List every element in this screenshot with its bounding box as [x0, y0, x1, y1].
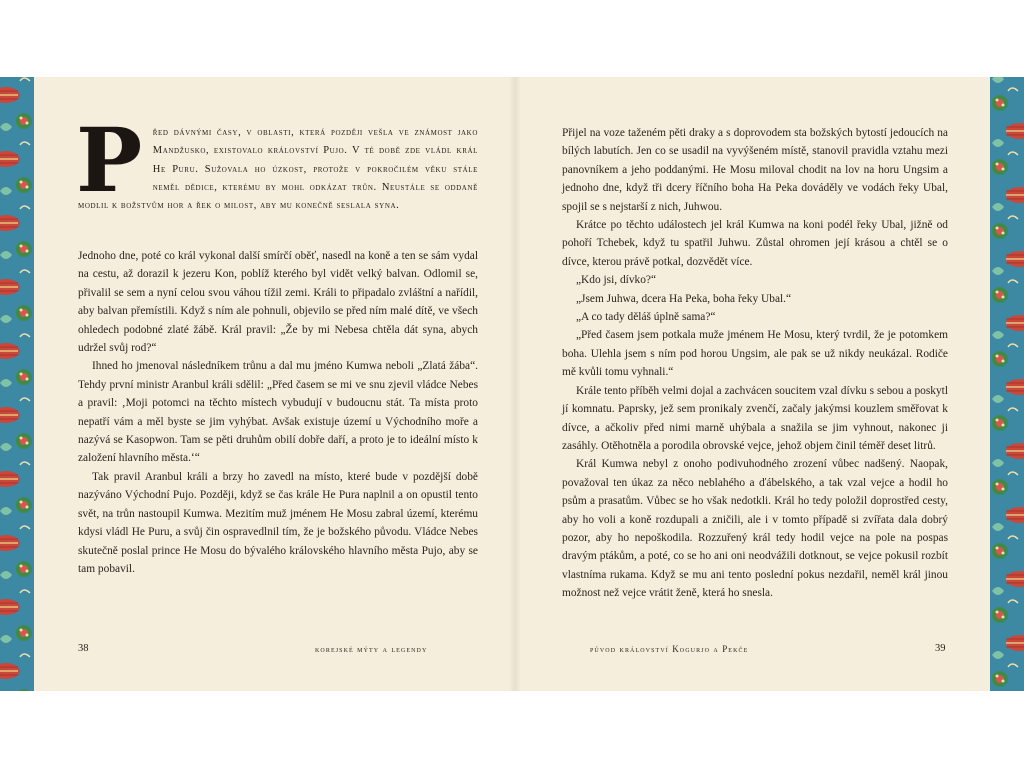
paragraph: Krále tento příběh velmi dojal a zachvácen soucitem vzal dívku s sebou a poskytl jí komnatu. Paprsky, jež sem pronikaly zvenčí, začaly jakýmsi kouzlem směřovat k dívce, a ačkoliv před nimi marně uhýbala a snažila se jim vyhnout, nakonec ji zasáhly. Otěhotněla a porodila obrovské vejce, jehož objem činil téměř deset litrů. — [562, 384, 948, 452]
opening-paragraph: řed dávnými časy, v oblasti, která později vešla ve známost jako Mandžusko, existovalo království Pujo. V té době zde vládl král He Puru. Sužovala ho úzkost, protože v pokročilém věku stále neměl dědice, kterému by mohl odkázat trůn. Neustále se oddaně modlil k božstvům hor a řek o milost, aby mu konečně seslala syna. — [78, 127, 478, 212]
dialogue-line: „A co tady děláš úplně sama?“ — [576, 311, 716, 324]
floral-pattern-left — [0, 77, 34, 691]
floral-pattern-right — [990, 77, 1024, 691]
decorative-border-right — [990, 77, 1024, 691]
dialogue-line: „Jsem Juhwa, dcera Ha Peka, boha řeky Ubal.“ — [576, 292, 792, 305]
page-number-right: 39 — [935, 643, 946, 654]
right-page — [520, 77, 990, 691]
drop-cap: P — [76, 108, 143, 212]
book-spread — [0, 77, 1024, 691]
chapter-opening — [76, 108, 478, 215]
page-number-left: 38 — [78, 643, 89, 654]
dialogue-line: „Kdo jsi, dívko?“ — [576, 274, 657, 287]
paragraph: Přijel na voze taženém pěti draky a s doprovodem sta božských bytostí jedoucích na bílých labutích. Jen co se usadil na vyvýšeném místě, stanovil pravidla vztahu mezi panovníkem a jeho poddanými. He Mosu miloval chodit na lov na horu Ungsim a jednoho dne, když tři dcery říčního boha Ha Peka dováděly ve vodách řeky Ubal, spojil se s nejstarší z nich, Juhwou. — [562, 127, 948, 213]
paragraph: Král Kumwa nebyl z onoho podivuhodného zrození vůbec nadšený. Naopak, považoval ten úkaz za něco neblahého a ďábelského, a tak vzal vejce a hodil ho psům a prasatům. Vůbec se ho však nedotkli. Král ho tedy položil doprostřed cesty, aby ho voli a koně rozdupali a zničili, ale i v tomto případě si zvířata dala dobrý pozor, aby ho nepoškodila. Rozzuřený král tedy hodil vejce na pole na pospas dravým ptákům, a poté, co se ho ani oni neodvážili dotknout, se vejce pokusil rozbít vlastníma rukama. Když se mu ani tento poslední pokus nezdařil, neměl král jinou možnost než vejce vrátit ženě, která ho snesla. — [562, 458, 948, 600]
paragraph: Tak pravil Aranbul králi a brzy ho zavedl na místo, které bude v pozdější době nazýváno Východní Pujo. Později, když se čas krále He Pura naplnil a on opustil tento svět, na trůn nastoupil Kumwa. Mezitím muž jménem He Mosu zabral území, kterému kdysi vládl He Puru, a svůj čin ospravedlnil tím, že je božského původu. Vládce Nebes skutečně poslal prince He Mosu do bývalého královského hlavního města Pujo, aby se tam pobavil. — [78, 470, 478, 575]
paragraph: Ihned ho jmenoval následníkem trůnu a dal mu jméno Kumwa neboli „Zlatá žába“. Tehdy první ministr Aranbul králi sdělil: „Před časem se mi ve snu zjevil vládce Nebes a pravil: ‚Moji potomci na těchto místech vybudují v budoucnu stát. Ta místa proto nepatří vám a měl byste se jim vyhýbat. Avšak existuje území u Východního moře a nazývá se Kasopwon. Tam se pěti druhům obilí dobře daří, a proto je to ideální místo k založení hlavního města.‘“ — [78, 360, 478, 465]
paragraph: Krátce po těchto událostech jel král Kumwa na koni podél řeky Ubal, jižně od pohoří Tchebek, když tu spatřil Juhwu. Zůstal ohromen její krásou a chtěl se o dívce, kterou právě potkal, dozvědět více. — [562, 219, 948, 268]
decorative-border-left — [0, 77, 34, 691]
left-body-text — [78, 247, 478, 578]
running-head-left: korejské mýty a legendy — [315, 644, 428, 654]
left-page — [34, 77, 510, 691]
dialogue-line: „Před časem jsem potkala muže jménem He Mosu, který tvrdil, že je potomkem boha. Ulehla jsem s ním pod horou Ungsim, ale pak se už nikdy neukázal. Rodiče mě kvůli tomu vyhnali.“ — [562, 329, 948, 379]
paragraph: Jednoho dne, poté co král vykonal další smírčí oběť, nasedl na koně a ten se sám vydal na cestu, až dorazil k jezeru Kon, poblíž kterého byl vidět velký balvan. Odlomil se, přivalil se sem a nyní celou svou váhou tížil zemi. Králi to připadalo zvláštní a nařídil, aby balvan přemístili. Když s ním ale pohnuli, objevilo se před ním malé dítě, ve všech ohledech podobné zlaté žábě. Král pravil: „Že by mi Nebesa chtěla dát syna, abych udržel svůj rod?“ — [78, 250, 478, 355]
right-body-text — [562, 124, 948, 603]
running-head-right: původ království Kogurjo a Pekče — [590, 644, 749, 654]
